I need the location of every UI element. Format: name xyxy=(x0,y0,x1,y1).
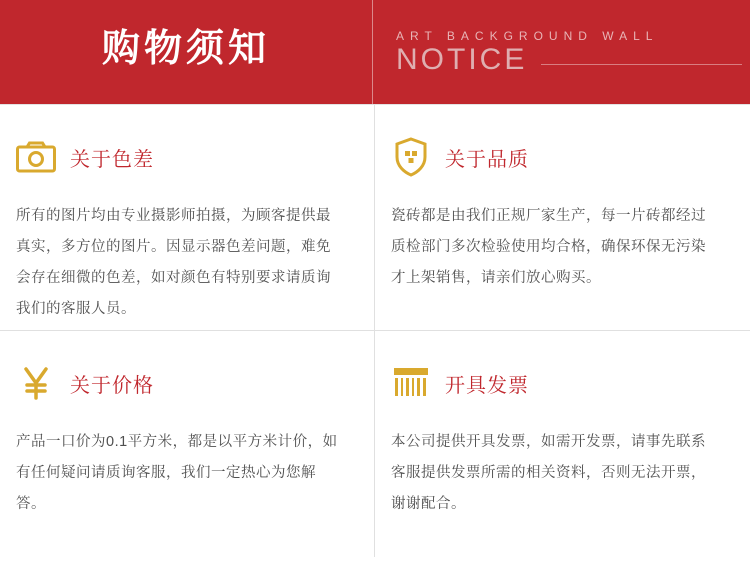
cell-header xyxy=(16,357,344,409)
page-header xyxy=(0,0,750,104)
cell-header xyxy=(391,357,720,409)
cell-title: 关于色差 xyxy=(70,148,154,171)
cell-header xyxy=(16,131,344,183)
cell-header xyxy=(391,131,720,183)
cell-body-text: 所有的图片均由专业摄影师拍摄，为顾客提供最真实，多方位的图片。因显示器色差问题，难免会存在细微的色差，如对颜色有特别要求请质询我们的客服人员。 xyxy=(16,208,331,317)
cell-title: 关于价格 xyxy=(70,374,154,397)
header-notice-row xyxy=(396,45,750,75)
page-title: 购物须知 xyxy=(101,28,270,70)
notice-cell-invoice xyxy=(375,331,750,557)
header-subtitle-block xyxy=(372,0,750,104)
invoice-icon xyxy=(391,361,431,405)
header-subtitle-en: ART BACKGROUND WALL xyxy=(396,29,659,43)
cell-body-text: 本公司提供开具发票，如需开发票，请事先联系客服提供发票所需的相关资料，否则无法开票，谢谢配合。 xyxy=(391,434,706,512)
yen-price-icon xyxy=(16,361,56,405)
notice-cell-price xyxy=(0,331,375,557)
header-divider-rule xyxy=(541,64,742,65)
cell-body-text: 瓷砖都是由我们正规厂家生产，每一片砖都经过质检部门多次检验使用均合格，确保环保无污染才上架销售，请亲们放心购买。 xyxy=(391,208,706,286)
notice-grid xyxy=(0,104,750,557)
camera-icon xyxy=(16,135,56,179)
shield-quality-icon xyxy=(391,135,431,179)
cell-body-text: 产品一口价为0.1平方米，都是以平方米计价，如有任何疑问请质询客服，我们一定热心为您解答。 xyxy=(16,434,338,512)
notice-cell-quality xyxy=(375,105,750,331)
cell-title: 关于品质 xyxy=(445,148,529,171)
header-notice-en: NOTICE xyxy=(396,43,528,76)
cell-title: 开具发票 xyxy=(445,374,529,397)
notice-cell-color-difference xyxy=(0,105,375,331)
header-title-block xyxy=(0,0,372,104)
